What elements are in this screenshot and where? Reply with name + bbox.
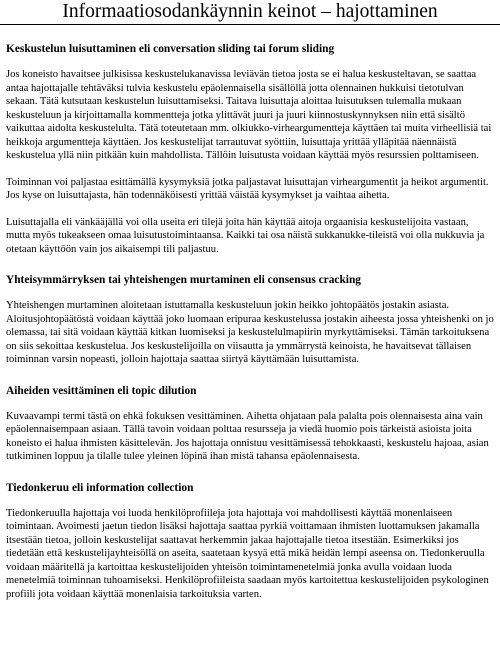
section-paragraph: Luisuttajalla eli vänkääjällä voi olla useita eri tilejä joita hän käyttää aitoja orgaanisia keskustelijoita vastaan, mutta myös tukeakseen omaa luisutustoimintaansa. Kaikki tai osa näistä sukkanukke-tileistä voi olla nukkuvia ja otetaan käyttöön vain jos aikaisempi tili paljastuu. [6, 216, 485, 255]
section-conversation-sliding [6, 42, 495, 256]
section-heading: Keskustelun luisuttaminen eli conversation sliding tai forum sliding [6, 43, 335, 55]
section-heading: Aiheiden vesittäminen eli topic dilution [6, 384, 197, 397]
section-paragraph: Yhteishengen murtaminen aloitetaan istuttamalla keskusteluun jokin heikko johtopäätös jostakin asiasta. Aloitusjohtopäätöstä voidaan käyttää joko luomaan eripuraa keskustelussa jostakin aiheesta jossa yhteishenki on jo olemassa, tai sitä voidaan käyttää kitkan luomiseksi ja keskustelulmapiirin myrkyttämiseksi. Tämän tarkoituksena on siis sekoittaa keskustelua. Jos keskustelijoilla on viisautta ja ymmärrystä keinoista, he havaitsevat tällaisen toiminnan varsin nopeasti, jolloin hajottaja saattaa siirtyä käyttämään luisuttamista. [6, 300, 494, 365]
section-paragraph: Kuvaavampi termi tästä on ehkä fokuksen vesittäminen. Aihetta ohjataan pala palalta pois olennaisesta aina vain epäolennaisempaan asiaan. Tällä tavoin voidaan polttaa resursseja ja viedä huomio pois tärkeistä asioista joita koneisto ei halua ihmisten käsittelevän. Jos hajottaja onnistuu vesittämisessä tehokkaasti, keskustelu hajoaa, asian tutkiminen loppuu ja tilalle tulee yleinen löpinä ihan mistä tahansa epäolennaisesta. [6, 410, 489, 462]
section-heading: Yhteisymmärryksen tai yhteishengen murtaminen eli consensus cracking [6, 274, 362, 286]
section-heading: Tiedonkeruu eli information collection [6, 481, 194, 494]
section-paragraph: Tiedonkeruulla hajottaja voi luoda henkilöprofiileja jota hajottaja voi mahdollisesti käyttää monenlaiseen toimintaan. Avoimesti jaetun tiedon lisäksi hajottaja saattaa pyrkiä voittamaan ihmisten luottamuksen jakamalla itsestään tietoa, jolloin keskustelijat saattavat herkemmin jakaa hajottajalle tietoa itsestään. Esimerkiksi jos tiedetään että keskustelijayhteisöllä on aseita, saatetaan kysyä että mikä heidän lempi aseensa on. Tiedonkeruulla voidaan määritellä ja kartoittaa keskustelijoiden yhteisön toimintamenetelmiä jonka avulla voidaan luoda menetelmiä toiminnan tuhoamiseksi. Henkilöprofiileista saadaan myös kartoitettua keskustelijoiden psykologinen profiili jota voidaan käyttää monenlaisia tarkoituksia varten. [6, 507, 489, 600]
section-information-collection [6, 481, 495, 602]
document-title: Informaatiosodankäynnin keinot – hajottaminen [62, 1, 438, 22]
section-consensus-cracking [6, 273, 495, 367]
section-topic-dilution [6, 384, 495, 464]
section-paragraph: Jos koneisto havaitsee julkisissa keskustelukanavissa leviävän tietoa josta se ei halua keskusteltavan, se saattaa antaa hajottajalle tehtäväksi tulvia keskustelu epäolennaisella sisällöllä jotta olennainen hukkuisi tietotulvan sekaan. Tätä kutsutaan keskustelun luisuttamiseksi. Taitava luisuttaja aloittaa luisutuksen tulemalla mukaan keskusteluun ja kirjoittamalla kommentteja jotka ylittävät juuri ja juuri kiinnostuskynnyksen niin että sisältö vaikuttaa aidolta keskustelulta. Tätä toteutetaan mm. olkiukko-virheargumentteja käyttäen tai muita virheellisiä tai heikkoja argumentteja käyttäen. Jos keskustelijat tarrautuvat syöttiin, luisuttaja yrittää ylläpitää näennäistä keskustelua yllä niin pitkään kuin mahdollista. Tällöin luisutusta voidaan käyttää myös resurssien polttamiseen. [6, 69, 492, 161]
section-paragraph: Toiminnan voi paljastaa esittämällä kysymyksiä jotka paljastavat luisuttajan virheargumentit ja heikot argumentit. Jos kyse on luisuttajasta, hän todennäköisesti yrittää väistää kysymykset ja vaihtaa aihetta. [6, 176, 489, 201]
title-divider [0, 24, 500, 25]
document-body [0, 42, 500, 601]
